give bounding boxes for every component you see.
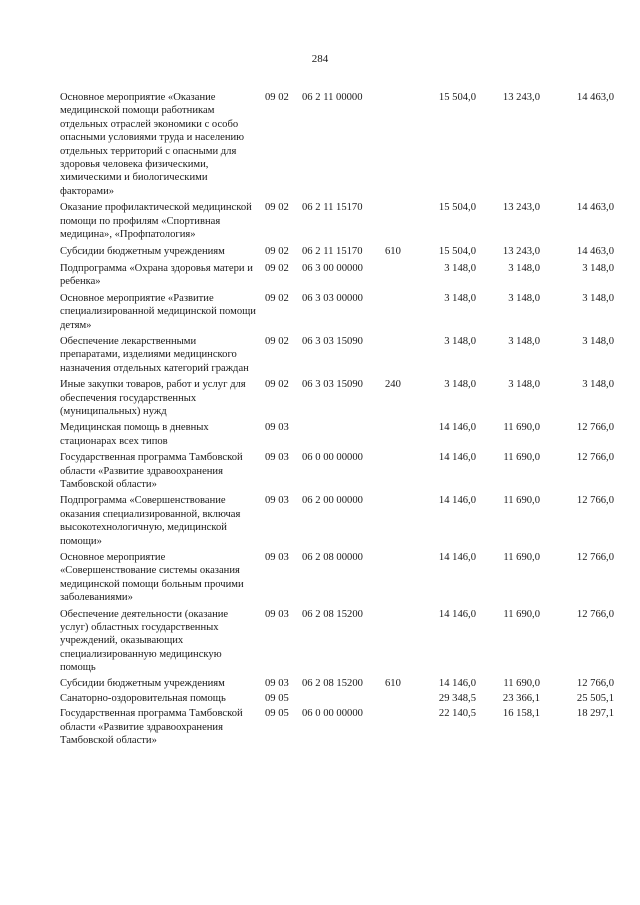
amount-year-2: 11 690,0 — [503, 495, 540, 507]
amount-year-1: 3 148,0 — [444, 292, 476, 304]
section-code: 09 03 — [265, 452, 289, 464]
target-article-code: 06 2 08 00000 — [302, 552, 363, 563]
amount-year-2: 13 243,0 — [502, 92, 540, 103]
section-code: 09 02 — [265, 246, 289, 258]
amount-year-1: 3 148,0 — [444, 262, 476, 274]
amount-year-3: 14 463,0 — [576, 202, 614, 214]
table-row — [0, 608, 640, 675]
budget-table — [0, 91, 640, 748]
amount-year-3: 3 148,0 — [582, 335, 614, 347]
section-code: 09 03 — [265, 422, 289, 434]
amount-year-3: 12 766,0 — [576, 552, 614, 563]
amount-year-2: 3 148,0 — [508, 335, 540, 347]
amount-year-3: 18 297,1 — [576, 708, 614, 720]
table-row — [0, 245, 640, 258]
amount-year-1: 15 504,0 — [438, 92, 476, 103]
target-article-code: 06 3 03 15090 — [302, 335, 363, 347]
amount-year-3: 3 148,0 — [582, 292, 614, 304]
target-article-code: 06 0 00 00000 — [302, 708, 363, 720]
amount-year-1: 29 348,5 — [438, 693, 476, 705]
row-name: Обеспечение лекарственными препаратами, изделиями медицинского назначения отдельных категорий граждан — [60, 335, 249, 374]
amount-year-2: 11 690,0 — [503, 552, 540, 563]
amount-year-1: 14 146,0 — [438, 422, 476, 434]
target-article-code: 06 2 11 15170 — [302, 246, 363, 258]
page-number: 284 — [311, 53, 329, 65]
amount-year-3: 14 463,0 — [576, 92, 614, 103]
amount-year-3: 12 766,0 — [576, 608, 614, 620]
row-name: Основное мероприятие «Совершенствование системы оказания медицинской помощи больным прочими заболеваниями» — [60, 552, 244, 604]
section-code: 09 02 — [265, 92, 289, 103]
row-name: Основное мероприятие «Развитие специализированной медицинской помощи детям» — [60, 292, 256, 331]
expense-type-code: 610 — [385, 246, 401, 258]
section-code: 09 03 — [265, 552, 289, 563]
amount-year-2: 23 366,1 — [502, 693, 540, 705]
expense-type-code: 240 — [385, 379, 401, 391]
amount-year-1: 15 504,0 — [438, 246, 476, 258]
row-name: Государственная программа Тамбовской области «Развитие здравоохранения Тамбовской области» — [60, 708, 243, 747]
amount-year-3: 3 148,0 — [582, 379, 614, 391]
table-row — [0, 451, 640, 491]
amount-year-2: 3 148,0 — [508, 379, 540, 391]
target-article-code: 06 2 11 00000 — [302, 92, 363, 103]
row-name: Государственная программа Тамбовской области «Развитие здравоохранения Тамбовской области» — [60, 452, 243, 490]
row-name: Основное мероприятие «Оказание медицинской помощи работникам отдельных отраслей экономики с особо опасными условиями труда и населению отдельных территорий с опасными для здоровья человека физическими, химическими и биологическими факторами» — [60, 92, 245, 197]
row-name: Санаторно-оздоровительная помощь — [60, 693, 226, 705]
amount-year-2: 11 690,0 — [503, 422, 540, 434]
amount-year-3: 12 766,0 — [576, 452, 614, 464]
table-row — [0, 91, 640, 198]
section-code: 09 02 — [265, 202, 289, 214]
target-article-code: 06 2 00 00000 — [302, 495, 363, 507]
table-row — [0, 692, 640, 705]
target-article-code: 06 3 03 00000 — [302, 292, 363, 304]
amount-year-3: 12 766,0 — [576, 422, 614, 434]
row-name: Обеспечение деятельности (оказание услуг) областных государственных учреждений, оказывающих специализированную медицинскую помощь — [60, 608, 229, 674]
table-row — [0, 201, 640, 241]
table-row — [0, 262, 640, 289]
amount-year-2: 13 243,0 — [502, 246, 540, 258]
target-article-code: 06 2 08 15200 — [302, 677, 363, 689]
table-row — [0, 494, 640, 548]
amount-year-2: 3 148,0 — [508, 262, 540, 274]
amount-year-1: 14 146,0 — [438, 552, 476, 563]
section-code: 09 02 — [265, 335, 289, 347]
section-code: 09 03 — [265, 495, 289, 507]
amount-year-1: 14 146,0 — [438, 677, 476, 689]
amount-year-3: 12 766,0 — [576, 495, 614, 507]
amount-year-1: 3 148,0 — [444, 379, 476, 391]
amount-year-2: 11 690,0 — [503, 608, 540, 620]
row-name: Субсидии бюджетным учреждениям — [60, 246, 225, 258]
amount-year-1: 15 504,0 — [438, 202, 476, 214]
row-name: Медицинская помощь в дневных стационарах всех типов — [60, 422, 209, 447]
section-code: 09 03 — [265, 677, 289, 689]
amount-year-3: 25 505,1 — [576, 693, 614, 705]
target-article-code: 06 2 11 15170 — [302, 202, 363, 214]
amount-year-3: 3 148,0 — [582, 262, 614, 274]
table-row — [0, 335, 640, 375]
amount-year-2: 13 243,0 — [502, 202, 540, 214]
row-name: Субсидии бюджетным учреждениям — [60, 677, 225, 689]
amount-year-1: 3 148,0 — [444, 335, 476, 347]
section-code: 09 03 — [265, 608, 289, 620]
section-code: 09 05 — [265, 693, 289, 705]
target-article-code: 06 3 03 15090 — [302, 379, 363, 391]
amount-year-3: 14 463,0 — [576, 246, 614, 258]
amount-year-1: 14 146,0 — [438, 608, 476, 620]
table-row — [0, 421, 640, 448]
amount-year-2: 3 148,0 — [508, 292, 540, 304]
expense-type-code: 610 — [385, 677, 401, 689]
table-row — [0, 378, 640, 418]
target-article-code: 06 2 08 15200 — [302, 608, 363, 620]
amount-year-2: 11 690,0 — [503, 677, 540, 689]
amount-year-2: 16 158,1 — [502, 708, 540, 720]
section-code: 09 02 — [265, 379, 289, 391]
row-name: Подпрограмма «Охрана здоровья матери и ребенка» — [60, 262, 253, 288]
table-row — [0, 551, 640, 605]
section-code: 09 02 — [265, 262, 289, 274]
table-row — [0, 677, 640, 690]
section-code: 09 05 — [265, 708, 289, 720]
table-row — [0, 292, 640, 332]
section-code: 09 02 — [265, 292, 289, 304]
row-name: Подпрограмма «Совершенствование оказания специализированной, включая высокотехнологичную, медицинской помощи» — [60, 495, 241, 547]
table-row — [0, 707, 640, 747]
amount-year-1: 14 146,0 — [438, 495, 476, 507]
target-article-code: 06 3 00 00000 — [302, 262, 363, 274]
amount-year-2: 11 690,0 — [503, 452, 540, 464]
amount-year-1: 14 146,0 — [438, 452, 476, 464]
amount-year-1: 22 140,5 — [438, 708, 476, 720]
target-article-code: 06 0 00 00000 — [302, 452, 363, 464]
row-name: Оказание профилактической медицинской помощи по профилям «Спортивная медицина», «Профпатология» — [60, 202, 252, 241]
amount-year-3: 12 766,0 — [576, 677, 614, 689]
row-name: Иные закупки товаров, работ и услуг для обеспечения государственных (муниципальных) нужд — [60, 379, 246, 417]
